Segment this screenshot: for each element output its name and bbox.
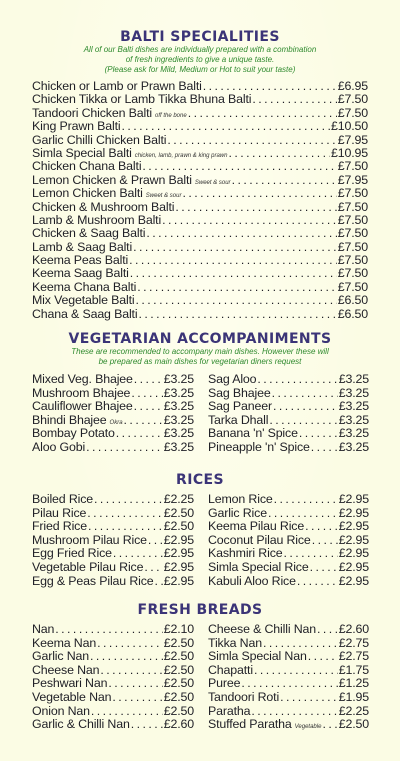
veg-note <box>40 347 360 367</box>
menu-item-name: Chicken Tikka or Lamb Tikka Bhuna Balti <box>32 92 252 107</box>
menu-item-name: Mushroom Bhajee <box>32 385 131 400</box>
breads-left-list <box>32 623 194 732</box>
dot-leader <box>188 107 337 120</box>
menu-item-price: £2.10 <box>163 622 194 636</box>
menu-item <box>32 718 194 732</box>
menu-item-price: £7.50 <box>337 279 368 294</box>
menu-item-note: Sweet & sour <box>194 179 231 186</box>
dot-leader <box>311 441 338 455</box>
balti-note-line: All of our Balti dishes are individually prepared with a combination <box>83 45 317 54</box>
menu-item-price: £2.75 <box>338 635 369 650</box>
menu-item <box>208 373 369 387</box>
menu-item <box>32 160 368 173</box>
balti-note <box>40 45 360 75</box>
menu-item <box>32 534 194 548</box>
menu-item <box>32 677 194 691</box>
dot-leader <box>100 664 162 678</box>
dot-leader <box>112 691 162 705</box>
menu-item <box>32 227 368 240</box>
dot-leader <box>257 373 337 387</box>
dot-leader <box>269 414 337 428</box>
menu-item <box>32 507 194 521</box>
balti-note-line: (Please ask for Mild, Medium or Hot to suit your taste) <box>104 65 296 74</box>
dot-leader <box>280 691 338 705</box>
menu-item-name: Chicken & Saag Balti <box>32 226 146 241</box>
dot-leader <box>116 427 163 441</box>
menu-item-name: Lamb & Mushroom Balti <box>32 212 162 227</box>
menu-item-name: Chicken Chana Balti <box>32 159 142 174</box>
menu-item-name: Mushroom Pilau Rice <box>32 532 147 547</box>
dot-leader <box>133 241 337 254</box>
menu-item-note: chicken, lamb, prawn & king prawn <box>134 152 228 159</box>
menu-item-name: Simla Special Nan <box>208 649 307 664</box>
menu-item <box>32 281 368 294</box>
menu-item-price: £2.95 <box>338 519 369 534</box>
menu-item <box>32 705 194 719</box>
menu-item-name: King Prawn Balti <box>32 119 121 134</box>
menu-item-name: Chicken & Mushroom Balti <box>32 199 175 214</box>
menu-item-name: Chana & Saag Balti <box>32 306 138 321</box>
menu-item-name: Chapatti <box>208 662 253 677</box>
dot-leader <box>228 147 330 160</box>
menu-item-name: Fried Rice <box>32 519 87 534</box>
menu-item-name: Tarka Dhall <box>208 412 269 427</box>
dot-leader <box>252 93 336 106</box>
menu-item-price: £3.25 <box>338 412 369 427</box>
menu-item <box>32 387 194 401</box>
menu-item-name: Kabuli Aloo Rice <box>208 573 296 588</box>
menu-item <box>208 677 369 691</box>
menu-item-name: Keema Pilau Rice <box>208 519 305 534</box>
menu-item-price: £7.50 <box>337 212 368 227</box>
menu-item-price: £6.50 <box>337 293 368 308</box>
menu-item-name: Cauliflower Bhajee <box>32 399 133 414</box>
menu-item <box>32 214 368 227</box>
menu-item-price: £2.50 <box>338 717 369 732</box>
menu-item-price: £2.95 <box>338 532 369 547</box>
menu-item-name: Lemon Rice <box>208 492 273 506</box>
veg-left-list <box>32 373 194 455</box>
menu-item-name: Aloo Gobi <box>32 439 86 454</box>
veg-right-list <box>208 373 369 455</box>
dot-leader <box>134 373 163 387</box>
menu-item-price: £7.50 <box>337 105 368 120</box>
veg-note-line: These are recommended to accompany main dishes. However these will <box>71 347 329 356</box>
menu-item <box>32 575 194 589</box>
menu-item-name: Lamb & Saag Balti <box>32 239 133 254</box>
menu-item-name: Tikka Nan <box>208 635 262 650</box>
menu-item-name: Stuffed Paratha <box>208 717 292 732</box>
dot-leader <box>124 414 163 428</box>
dot-leader <box>138 308 336 321</box>
menu-item-name: Sag Bhajee <box>208 385 271 400</box>
menu-item-name: Pineapple 'n' Spice <box>208 439 310 454</box>
menu-item <box>208 575 369 589</box>
menu-item-price: £2.95 <box>163 546 194 561</box>
menu-item <box>208 623 369 637</box>
menu-item-price: £2.75 <box>338 649 369 664</box>
menu-item-name: Lemon Chicken Balti <box>32 186 143 201</box>
dot-leader <box>241 677 337 691</box>
menu-item-name: Lemon Chicken & Prawn Balti <box>32 172 192 187</box>
menu-item-price: £7.50 <box>337 266 368 281</box>
menu-item-name: Pilau Rice <box>32 505 87 520</box>
dot-leader <box>155 575 163 589</box>
breads-right-list <box>208 623 369 732</box>
menu-item-price: £2.60 <box>163 717 194 732</box>
dot-leader <box>142 160 336 173</box>
menu-item-price: £3.25 <box>163 412 194 427</box>
menu-item <box>32 637 194 651</box>
menu-item-name: Egg & Peas Pilau Rice <box>32 573 154 588</box>
menu-item-price: £3.25 <box>338 439 369 454</box>
menu-item-price: £2.25 <box>338 703 369 718</box>
menu-item <box>32 373 194 387</box>
menu-item <box>208 520 369 534</box>
dot-leader <box>308 650 338 664</box>
menu-item-price: £3.25 <box>338 372 369 386</box>
dot-leader <box>274 493 338 507</box>
menu-item-price: £10.50 <box>331 119 368 134</box>
menu-item-price: £2.95 <box>338 505 369 520</box>
menu-item <box>32 547 194 561</box>
menu-item <box>208 387 369 401</box>
menu-item <box>32 201 368 214</box>
menu-item <box>208 414 369 428</box>
menu-item <box>208 561 369 575</box>
menu-item <box>32 414 194 428</box>
menu-item-name: Simla Special Balti <box>32 145 132 160</box>
menu-item <box>32 664 194 678</box>
veg-note-line: be prepared as main dishes for vegetarian diners request <box>98 357 302 366</box>
breads-section-title: FRESH BREADS <box>137 602 263 618</box>
dot-leader <box>273 400 338 414</box>
menu-item <box>32 107 368 120</box>
dot-leader <box>182 187 336 200</box>
menu-item <box>32 241 368 254</box>
menu-item-name: Tandoori Chicken Balti <box>32 105 152 120</box>
menu-item-name: Sag Aloo <box>208 372 257 386</box>
balti-list <box>32 80 368 321</box>
dot-leader <box>232 174 337 187</box>
menu-item-price: £2.50 <box>163 703 194 718</box>
menu-item-price: £2.50 <box>163 635 194 650</box>
menu-item-price: £2.60 <box>338 622 369 636</box>
menu-item-name: Mix Vegetable Balti <box>32 293 135 308</box>
menu-item-name: Tandoori Roti <box>208 689 280 704</box>
dot-leader <box>134 400 163 414</box>
dot-leader <box>131 718 163 732</box>
menu-item <box>208 718 369 732</box>
menu-item <box>208 650 369 664</box>
dot-leader <box>94 493 163 507</box>
menu-item-price: £6.50 <box>337 306 368 321</box>
menu-item-name: Banana 'n' Spice <box>208 426 298 441</box>
menu-item <box>32 93 368 106</box>
dot-leader <box>299 427 338 441</box>
menu-item <box>32 294 368 307</box>
menu-item-name: Bhindi Bhajee <box>32 412 107 427</box>
menu-item <box>208 441 369 455</box>
menu-item-name: Simla Special Rice <box>208 559 309 574</box>
menu-item-price: £10.95 <box>331 145 368 160</box>
menu-item-price: £7.50 <box>337 239 368 254</box>
menu-item-price: £2.50 <box>163 676 194 691</box>
menu-item-name: Cheese & Chilli Nan <box>208 622 317 636</box>
menu-item-price: £3.25 <box>338 399 369 414</box>
dot-leader <box>136 294 337 307</box>
dot-leader <box>322 718 337 732</box>
dot-leader <box>272 387 338 401</box>
menu-item-name: Boiled Rice <box>32 492 94 506</box>
dot-leader <box>91 705 163 719</box>
dot-leader <box>131 387 162 401</box>
menu-item-price: £2.50 <box>163 505 194 520</box>
menu-item <box>32 493 194 507</box>
dot-leader <box>251 705 337 719</box>
menu-item <box>208 547 369 561</box>
menu-item-name: Bombay Potato <box>32 426 115 441</box>
menu-item <box>208 637 369 651</box>
dot-leader <box>129 254 337 267</box>
menu-item-price: £3.25 <box>163 372 194 386</box>
menu-item-price: £2.25 <box>163 492 194 506</box>
dot-leader <box>90 650 163 664</box>
menu-item-price: £2.95 <box>163 573 194 588</box>
menu-item-name: Nan <box>32 622 55 636</box>
rices-right-list <box>208 493 369 588</box>
dot-leader <box>144 561 162 575</box>
menu-item <box>32 254 368 267</box>
menu-item-name: Keema Saag Balti <box>32 266 129 281</box>
menu-item-price: £7.50 <box>337 186 368 201</box>
menu-item-name: Sag Paneer <box>208 399 272 414</box>
menu-item-note: Vegetable <box>294 724 322 731</box>
menu-item <box>32 623 194 637</box>
dot-leader <box>137 281 337 294</box>
menu-item-name: Keema Chana Balti <box>32 279 137 294</box>
menu-item-price: £3.25 <box>163 385 194 400</box>
menu-item <box>208 664 369 678</box>
menu-item-price: £7.50 <box>337 159 368 174</box>
menu-item <box>208 691 369 705</box>
balti-section-title: BALTI SPECIALITIES <box>120 29 280 45</box>
menu-item-price: £2.50 <box>163 519 194 534</box>
dot-leader <box>113 547 163 561</box>
balti-note-line: of fresh ingredients to give a unique taste. <box>125 55 275 64</box>
menu-item-price: £1.75 <box>338 662 369 677</box>
menu-item <box>208 534 369 548</box>
menu-item-name: Puree <box>208 676 241 691</box>
dot-leader <box>283 547 337 561</box>
menu-item <box>32 267 368 280</box>
menu-item-note: off the bone <box>154 112 187 119</box>
menu-item <box>208 400 369 414</box>
menu-item <box>208 507 369 521</box>
dot-leader <box>86 441 163 455</box>
dot-leader <box>203 80 337 93</box>
menu-item-name: Keema Nan <box>32 635 97 650</box>
menu-item-price: £2.95 <box>338 492 369 506</box>
menu-item-price: £2.95 <box>338 559 369 574</box>
menu-item <box>32 187 368 200</box>
rices-section-title: RICES <box>176 472 224 488</box>
menu-item-price: £2.50 <box>163 649 194 664</box>
menu-item-name: Chicken or Lamb or Prawn Balti <box>32 79 202 93</box>
menu-item-price: £2.95 <box>338 546 369 561</box>
menu-item-note: Sweet & sour <box>145 193 182 200</box>
dot-leader <box>122 120 330 133</box>
dot-leader <box>305 520 338 534</box>
menu-item-name: Kashmiri Rice <box>208 546 283 561</box>
menu-item-price: £2.95 <box>163 532 194 547</box>
menu-item <box>32 80 368 93</box>
dot-leader <box>263 637 338 651</box>
dot-leader <box>108 677 162 691</box>
menu-item <box>32 400 194 414</box>
dot-leader <box>268 507 338 521</box>
menu-item <box>32 308 368 321</box>
menu-item <box>32 427 194 441</box>
menu-item-name: Keema Peas Balti <box>32 253 129 268</box>
menu-item <box>32 134 368 147</box>
menu-item-price: £1.95 <box>338 689 369 704</box>
menu-item <box>32 561 194 575</box>
menu-item-name: Peshwari Nan <box>32 676 108 691</box>
menu-item-price: £3.25 <box>163 399 194 414</box>
dot-leader <box>146 227 336 240</box>
menu-item <box>32 691 194 705</box>
dot-leader <box>88 520 163 534</box>
dot-leader <box>55 623 162 637</box>
menu-item-price: £7.95 <box>337 132 368 147</box>
dot-leader <box>310 561 338 575</box>
dot-leader <box>312 534 338 548</box>
menu-item <box>32 441 194 455</box>
menu-item <box>32 120 368 133</box>
dot-leader <box>317 623 338 637</box>
menu-item <box>32 147 368 160</box>
menu-item-price: £7.50 <box>337 253 368 268</box>
menu-item-name: Paratha <box>208 703 251 718</box>
menu-item-name: Garlic Rice <box>208 505 267 520</box>
menu-item-price: £3.25 <box>338 385 369 400</box>
menu-item-name: Onion Nan <box>32 703 90 718</box>
menu-item-name: Mixed Veg. Bhajee <box>32 372 133 386</box>
menu-item-price: £3.25 <box>338 426 369 441</box>
menu-item-price: £7.95 <box>337 172 368 187</box>
menu-item-price: £7.50 <box>337 92 368 107</box>
menu-item-name: Vegetable Nan <box>32 689 112 704</box>
menu-item-price: £2.50 <box>163 662 194 677</box>
menu-item-name: Vegetable Pilau Rice <box>32 559 144 574</box>
menu-item-price: £2.95 <box>163 559 194 574</box>
menu-item <box>208 705 369 719</box>
dot-leader <box>148 534 163 548</box>
veg-section-title: VEGETARIAN ACCOMPANIMENTS <box>68 331 332 347</box>
menu-item-name: Egg Fried Rice <box>32 546 112 561</box>
menu-item-price: £2.95 <box>338 573 369 588</box>
menu-item <box>32 174 368 187</box>
menu-item-name: Garlic & Chilli Nan <box>32 717 130 732</box>
menu-item-price: £3.25 <box>163 439 194 454</box>
menu-item <box>32 520 194 534</box>
menu-item <box>208 493 369 507</box>
dot-leader <box>254 664 338 678</box>
menu-item-name: Garlic Nan <box>32 649 90 664</box>
dot-leader <box>162 214 337 227</box>
dot-leader <box>130 267 337 280</box>
menu-item-name: Garlic Chilli Chicken Balti <box>32 132 167 147</box>
dot-leader <box>175 201 336 214</box>
menu-item-price: £3.25 <box>163 426 194 441</box>
menu-item-note: Okra <box>109 419 123 426</box>
menu-item-price: £2.50 <box>163 689 194 704</box>
rices-left-list <box>32 493 194 588</box>
dot-leader <box>297 575 338 589</box>
menu-item <box>208 427 369 441</box>
menu-item-price: £6.95 <box>337 79 368 93</box>
dot-leader <box>97 637 163 651</box>
menu-item-price: £1.25 <box>338 676 369 691</box>
menu-item-price: £7.50 <box>337 199 368 214</box>
menu-item-name: Coconut Pilau Rice <box>208 532 311 547</box>
menu-item-name: Cheese Nan <box>32 662 100 677</box>
menu-item <box>32 650 194 664</box>
dot-leader <box>167 134 336 147</box>
dot-leader <box>87 507 162 521</box>
menu-item-price: £7.50 <box>337 226 368 241</box>
